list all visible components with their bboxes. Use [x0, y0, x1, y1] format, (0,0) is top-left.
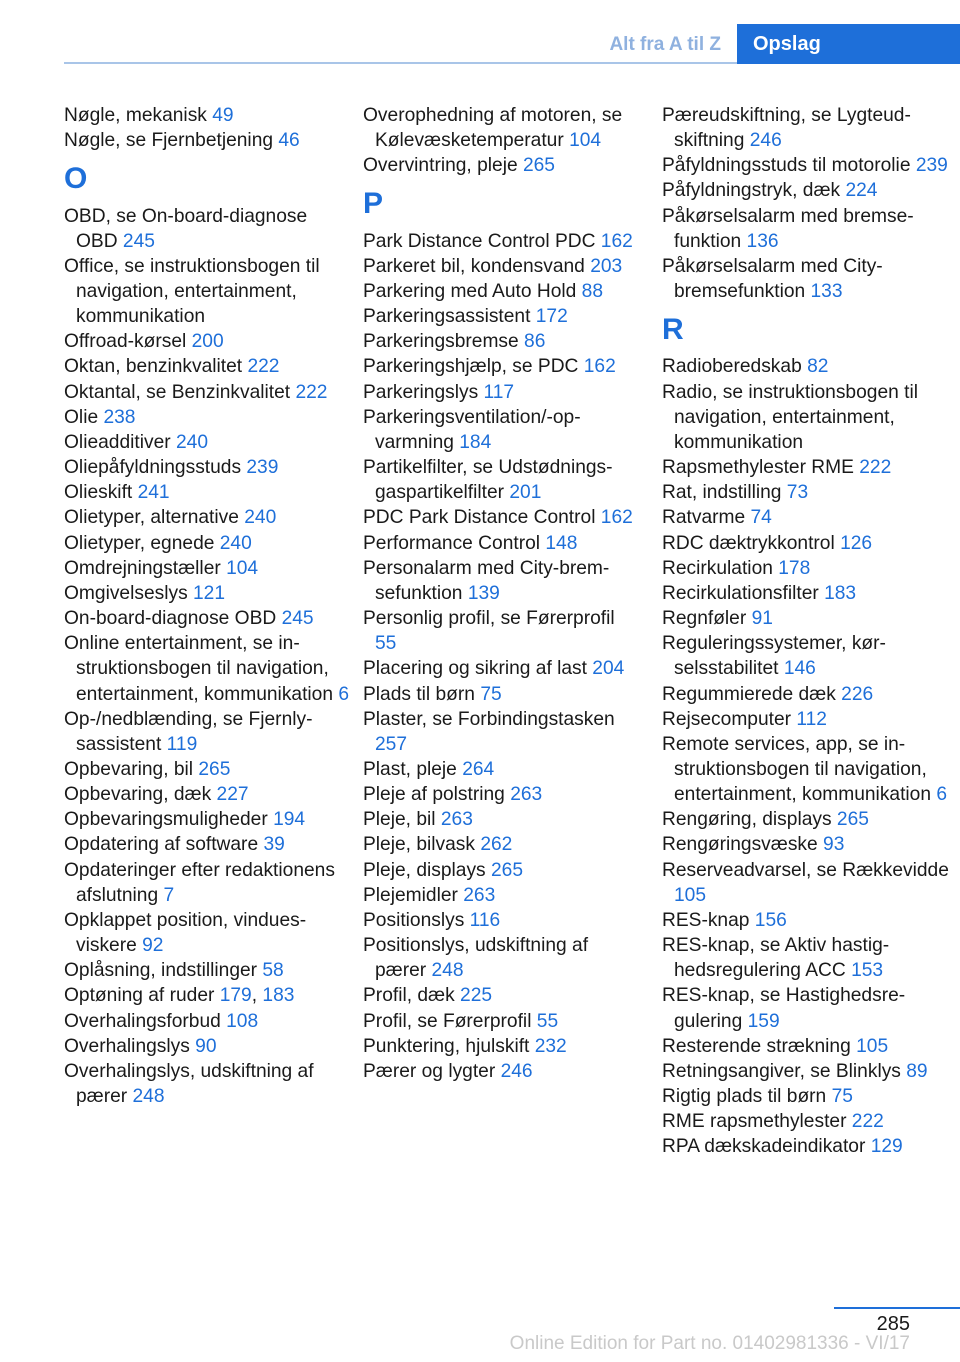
page-link[interactable]: 162	[600, 507, 633, 529]
section-letter: P	[363, 186, 384, 220]
page-link[interactable]: 146	[783, 658, 816, 680]
index-entry	[363, 832, 633, 857]
index-entry	[363, 858, 633, 883]
page-link[interactable]: 200	[191, 331, 224, 353]
page-link[interactable]: 265	[198, 758, 231, 780]
index-entry	[363, 782, 633, 807]
page-link[interactable]: 257	[375, 733, 408, 755]
entry-term: Olieskift	[64, 482, 138, 504]
index-entry	[363, 1034, 633, 1059]
page-link[interactable]: 82	[807, 356, 829, 378]
index-entry	[662, 682, 954, 707]
entry-term: Rejsecomputer	[662, 708, 797, 730]
header-section-title: Alt fra A til Z	[609, 34, 721, 55]
page-link[interactable]: 241	[137, 482, 170, 504]
entry-term: Omdrejningstæller	[64, 557, 227, 579]
entry-term: Office, se instruktionsbogen til navigation, entertainment, kommunikation	[64, 255, 320, 328]
entry-term: RME rapsmethylester	[662, 1111, 852, 1133]
entry-term: Pæreudskiftning, se Lygteudskiftning	[662, 105, 911, 152]
page-link[interactable]: 105	[674, 884, 707, 906]
page-link[interactable]: 265	[490, 859, 523, 881]
page-link[interactable]: 148	[545, 532, 578, 554]
page-link[interactable]: 104	[569, 130, 602, 152]
entry-term: Personlig profil, se Førerprofil	[363, 608, 615, 630]
entry-term: Overhalingsforbud	[64, 1010, 227, 1032]
entry-term: Påfyldningstryk, dæk	[662, 180, 846, 202]
entry-term: Parkeret bil, kondensvand	[363, 255, 591, 277]
entry-term: Parkeringshjælp, se PDC	[363, 356, 584, 378]
entry-term: Rigtig plads til børn	[662, 1086, 832, 1108]
entry-term: Online entertainment, se instruktionsbogen til navigation, entertainment, kommunikation	[64, 633, 339, 705]
index-entry	[64, 832, 354, 857]
index-entry	[64, 204, 354, 254]
page-link[interactable]: 58	[262, 960, 284, 982]
page-link[interactable]: 55	[536, 1010, 559, 1032]
page-link[interactable]: 6	[936, 784, 948, 806]
page-link[interactable]: 119	[166, 733, 198, 755]
index-entry	[64, 329, 354, 354]
index-entry	[363, 707, 633, 757]
index-entry	[64, 354, 354, 379]
page-link[interactable]: 246	[500, 1060, 533, 1082]
index-entry	[64, 1034, 354, 1059]
page-link[interactable]: 74	[750, 507, 772, 529]
entry-term: Remote services, app, se instruktionsbogen til navigation, entertainment, kommunikation	[662, 733, 937, 806]
page-link[interactable]: 159	[747, 1010, 780, 1032]
index-entry	[363, 304, 633, 329]
page-link[interactable]: 179	[219, 985, 252, 1007]
entry-term: Pleje af polstring	[363, 784, 511, 806]
entry-term: Påkørselsalarm med City-bremsefunktion	[662, 255, 883, 303]
page-link[interactable]: 6	[338, 683, 350, 705]
entry-term: Placering og sikring af last	[363, 658, 593, 680]
entry-term: Påkørselsalarm med bremsefunktion	[662, 205, 914, 252]
index-entry	[64, 254, 354, 329]
entry-term: Pleje, displays	[363, 859, 491, 881]
index-entry	[662, 480, 954, 505]
index-entry	[64, 606, 354, 631]
entry-term: Oliepåfyldningsstuds	[64, 457, 247, 479]
entry-term: Opklappet position, vinduesviskere	[64, 909, 307, 957]
page-link[interactable]: 264	[462, 758, 495, 780]
page-number: 285	[876, 1313, 910, 1335]
index-entry	[662, 505, 954, 530]
page-link[interactable]: 89	[906, 1060, 928, 1082]
entry-term: RES-knap, se Hastighedsregulering	[662, 985, 906, 1032]
page-link[interactable]: 194	[273, 809, 306, 831]
entry-term: Reserveadvarsel, se Rækkevidde	[662, 859, 949, 881]
index-entry	[363, 983, 633, 1008]
page-link[interactable]: 93	[823, 834, 845, 856]
entry-term: Parkeringslys	[363, 381, 484, 403]
page-link[interactable]: 225	[460, 985, 493, 1007]
page-link[interactable]: 239	[915, 155, 948, 177]
page-link[interactable]: 117	[483, 381, 515, 403]
page-link[interactable]: 262	[480, 834, 513, 856]
entry-term: Parkering med Auto Hold	[363, 281, 582, 303]
page-link[interactable]: 172	[535, 306, 568, 328]
entry-term: Opdatering af software	[64, 834, 264, 856]
index-entry	[64, 405, 354, 430]
page-link[interactable]: 224	[845, 180, 878, 202]
index-column-3	[662, 103, 954, 1159]
entry-term: Personalarm med City-bremsefunktion	[363, 557, 610, 604]
index-entry	[662, 153, 954, 178]
entry-term: Oplåsning, indstillinger	[64, 960, 263, 982]
entry-term: Plaster, se Forbindingstasken	[363, 708, 615, 730]
index-entry	[662, 631, 954, 681]
page-link[interactable]: 75	[831, 1086, 853, 1108]
index-entry	[64, 128, 354, 153]
page-link[interactable]: 263	[510, 784, 543, 806]
index-entry	[662, 1034, 954, 1059]
entry-term: Oktantal, se Benzinkvalitet	[64, 381, 296, 403]
page-link[interactable]: 116	[469, 909, 501, 931]
entry-term: Omgivelseslys	[64, 582, 194, 604]
entry-term: Radio, se instruktionsbogen til navigation, entertainment, kommunikation	[662, 381, 918, 453]
footer-rule	[834, 1307, 960, 1309]
index-entry	[64, 631, 354, 706]
page-link[interactable]: 178	[778, 557, 811, 579]
entry-term: Punktering, hjulskift	[363, 1035, 535, 1057]
entry-term: Påfyldningsstuds til motorolie	[662, 155, 916, 177]
page-link[interactable]: 46	[278, 130, 300, 152]
entry-term: Regnføler	[662, 608, 752, 630]
entry-term: RDC dæktrykkontrol	[662, 532, 841, 554]
page-link[interactable]: 227	[216, 784, 249, 806]
index-entry	[662, 581, 954, 606]
entry-term: Performance Control	[363, 532, 546, 554]
index-entry	[662, 807, 954, 832]
entry-term: OBD, se On-board-diagnose OBD	[64, 205, 308, 252]
entry-term: Radioberedskab	[662, 356, 808, 378]
entry-term: Opbevaring, dæk	[64, 784, 217, 806]
index-entry	[64, 455, 354, 480]
index-entry	[662, 354, 954, 379]
entry-term: Opbevaringsmuligheder	[64, 809, 274, 831]
entry-term: Optøning af ruder	[64, 985, 220, 1007]
index-entry	[363, 329, 633, 354]
index-entry	[363, 505, 633, 530]
entry-term: RPA dækskadeindikator	[662, 1136, 871, 1158]
index-entry	[363, 103, 633, 153]
page-link[interactable]: 156	[754, 909, 787, 931]
entry-term: Regummierede dæk	[662, 683, 842, 705]
page-link[interactable]: 240	[219, 532, 252, 554]
page-link[interactable]: 104	[226, 557, 259, 579]
entry-term: Olietyper, alternative	[64, 507, 245, 529]
index-entry	[64, 958, 354, 983]
entry-term: RES-knap, se Aktiv hastighedsregulering ACC	[662, 935, 890, 982]
index-entry	[64, 556, 354, 581]
index-entry	[363, 1059, 633, 1084]
entry-term: Retningsangiver, se Blinklys	[662, 1060, 907, 1082]
entry-term: On-board-diagnose OBD	[64, 608, 282, 630]
page-link[interactable]: 162	[600, 230, 633, 252]
section-letter: R	[662, 312, 684, 346]
index-entry	[363, 682, 633, 707]
index-entry	[64, 480, 354, 505]
page-link[interactable]: 55	[375, 633, 397, 655]
header-tab: Opslag	[737, 24, 960, 64]
page-link[interactable]: 226	[841, 683, 874, 705]
index-entry	[662, 178, 954, 203]
page-link[interactable]: 139	[467, 582, 500, 604]
entry-term: Parkeringsventilation/-opvarmning	[363, 406, 581, 453]
page-link[interactable]: 88	[581, 281, 603, 303]
entry-term: PDC Park Distance Control	[363, 507, 601, 529]
page-link[interactable]: 222	[851, 1111, 884, 1133]
section-letter: O	[64, 161, 88, 195]
entry-term: Pleje, bilvask	[363, 834, 481, 856]
index-entry	[662, 1109, 954, 1134]
page-link[interactable]: 240	[244, 507, 277, 529]
entry-term: Recirkulationsfilter	[662, 582, 825, 604]
page-link[interactable]: 248	[132, 1086, 165, 1108]
entry-term: Plads til børn	[363, 683, 481, 705]
page-link[interactable]: 204	[592, 658, 625, 680]
page-link[interactable]: 49	[212, 105, 234, 126]
entry-term: Partikelfilter, se Udstødningsgaspartikelfilter	[363, 457, 613, 504]
entry-term: Rengøringsvæske	[662, 834, 824, 856]
entry-term: Parkeringsbremse	[363, 331, 525, 353]
entry-term: Oktan, benzinkvalitet	[64, 356, 248, 378]
index-entry	[363, 380, 633, 405]
index-entry	[662, 1084, 954, 1109]
page-link[interactable]: 75	[480, 683, 502, 705]
index-entry	[64, 103, 354, 128]
page-link[interactable]: 263	[440, 809, 473, 831]
entry-term: Nøgle, mekanisk	[64, 105, 213, 126]
page-link[interactable]: 162	[583, 356, 616, 378]
index-entry	[662, 606, 954, 631]
entry-term: Rapsmethylester RME	[662, 457, 860, 479]
index-entry	[64, 430, 354, 455]
page-link[interactable]: 246	[749, 130, 782, 152]
page-link[interactable]: 136	[746, 230, 779, 252]
page-link[interactable]: 184	[459, 431, 492, 453]
entry-term: Pærer og lygter	[363, 1060, 501, 1082]
page-link[interactable]: 239	[246, 457, 279, 479]
entry-term: Rengøring, displays	[662, 809, 837, 831]
page-link[interactable]: 222	[247, 356, 280, 378]
page-link[interactable]: 240	[175, 431, 208, 453]
page-link[interactable]: 183	[824, 582, 857, 604]
entry-term: Profil, se Førerprofil	[363, 1010, 537, 1032]
page-link[interactable]: 245	[122, 230, 155, 252]
index-entry	[363, 656, 633, 681]
page-link[interactable]: 73	[786, 482, 809, 504]
page-link[interactable]: 105	[856, 1035, 889, 1057]
index-entry	[363, 354, 633, 379]
index-entry	[363, 908, 633, 933]
index-entry	[363, 153, 633, 178]
page-link[interactable]: 263	[463, 884, 496, 906]
page-link[interactable]: 222	[295, 381, 328, 403]
page-link[interactable]: 265	[836, 809, 869, 831]
entry-term: Olietyper, egnede	[64, 532, 220, 554]
page-link[interactable]: 121	[193, 582, 226, 604]
entry-term: Resterende strækning	[662, 1035, 857, 1057]
index-column-1	[64, 103, 354, 1109]
page-link[interactable]: 92	[142, 935, 164, 957]
index-entry	[363, 229, 633, 254]
index-entry	[662, 1059, 954, 1084]
index-entry	[662, 1134, 954, 1159]
index-entry	[662, 707, 954, 732]
entry-term: Rat, indstilling	[662, 482, 787, 504]
entry-term: Overvintring, pleje	[363, 155, 523, 177]
index-entry	[64, 1009, 354, 1034]
index-entry	[64, 581, 354, 606]
entry-term: Op-/nedblænding, se Fjernlysassistent	[64, 708, 313, 755]
index-entry	[662, 933, 954, 983]
index-entry	[662, 531, 954, 556]
index-entry	[363, 933, 633, 983]
page-link[interactable]: 222	[859, 457, 892, 479]
page-link[interactable]: 153	[851, 960, 884, 982]
page-link[interactable]: 133	[810, 281, 843, 303]
index-entry	[662, 103, 954, 153]
index-entry	[64, 707, 354, 757]
index-entry	[662, 983, 954, 1033]
entry-term: Olie	[64, 406, 104, 428]
entry-term: Overhalingslys	[64, 1035, 196, 1057]
entry-term: Positionslys	[363, 909, 470, 931]
entry-term: Opbevaring, bil	[64, 758, 199, 780]
index-entry	[64, 807, 354, 832]
index-entry	[64, 782, 354, 807]
index-entry	[363, 1009, 633, 1034]
entry-term: Positionslys, udskiftning af pærer	[363, 935, 589, 982]
index-entry	[662, 204, 954, 254]
entry-term: RES-knap	[662, 909, 755, 931]
page-link[interactable]: 232	[534, 1035, 567, 1057]
page-link[interactable]: 183	[262, 985, 295, 1007]
entry-term: Ratvarme	[662, 507, 751, 529]
entry-term: Profil, dæk	[363, 985, 461, 1007]
edition-note: Online Edition for Part no. 01402981336 - VI/17	[509, 1333, 910, 1354]
page-link[interactable]: 86	[524, 331, 546, 353]
index-entry	[363, 807, 633, 832]
entry-term: Parkeringsassistent	[363, 306, 536, 328]
index-entry	[363, 606, 633, 656]
entry-term: Olieadditiver	[64, 431, 176, 453]
index-column-2	[363, 103, 633, 1084]
index-entry	[662, 380, 954, 455]
index-entry	[662, 858, 954, 908]
index-entry	[662, 832, 954, 857]
index-entry	[64, 908, 354, 958]
index-entry: Optøning af ruder 179, 183	[64, 985, 295, 1007]
page-link[interactable]: 7	[163, 884, 175, 906]
entry-term: Park Distance Control PDC	[363, 230, 601, 252]
page-link[interactable]: 248	[431, 960, 464, 982]
entry-term: Pleje, bil	[363, 809, 441, 831]
page-link[interactable]: 91	[751, 608, 773, 630]
index-entry	[363, 405, 633, 455]
index-entry	[363, 757, 633, 782]
index-entry	[64, 858, 354, 908]
index-entry	[64, 380, 354, 405]
page-link[interactable]: 112	[796, 708, 827, 730]
page-link[interactable]: 39	[263, 834, 285, 856]
entry-term: Opdateringer efter redaktionens afslutning	[64, 859, 335, 906]
index-entry	[662, 908, 954, 933]
index-entry	[363, 455, 633, 505]
index-entry	[363, 531, 633, 556]
page-link[interactable]: 90	[195, 1035, 217, 1057]
entry-term: Nøgle, se Fjernbetjening	[64, 130, 279, 152]
index-entry	[662, 455, 954, 480]
page-link[interactable]: 238	[103, 406, 136, 428]
index-entry	[64, 757, 354, 782]
entry-term: Plejemidler	[363, 884, 464, 906]
page-link[interactable]: 129	[870, 1136, 903, 1158]
entry-term: Recirkulation	[662, 557, 779, 579]
page-link[interactable]: 265	[522, 155, 555, 177]
page-link[interactable]: 126	[840, 532, 873, 554]
index-entry	[64, 531, 354, 556]
index-entry	[64, 505, 354, 530]
index-entry	[363, 279, 633, 304]
index-entry	[662, 556, 954, 581]
index-entry	[662, 254, 954, 304]
entry-term: Overhalingslys, udskiftning af pærer	[64, 1060, 314, 1108]
page-link[interactable]: 203	[590, 255, 623, 277]
index-entry	[662, 732, 954, 807]
entry-term: Reguleringssystemer, kørselsstabilitet	[662, 633, 886, 680]
index-entry	[363, 254, 633, 279]
page-link[interactable]: 201	[509, 482, 542, 504]
index-entry	[363, 556, 633, 606]
page-link[interactable]: 245	[281, 608, 314, 630]
entry-term: Plast, pleje	[363, 758, 463, 780]
index-entry	[64, 1059, 354, 1109]
page-link[interactable]: 108	[226, 1010, 259, 1032]
entry-term: Overophedning af motoren, se Kølevæsketemperatur	[363, 105, 623, 152]
index-entry	[363, 883, 633, 908]
entry-term: Offroad-kørsel	[64, 331, 192, 353]
